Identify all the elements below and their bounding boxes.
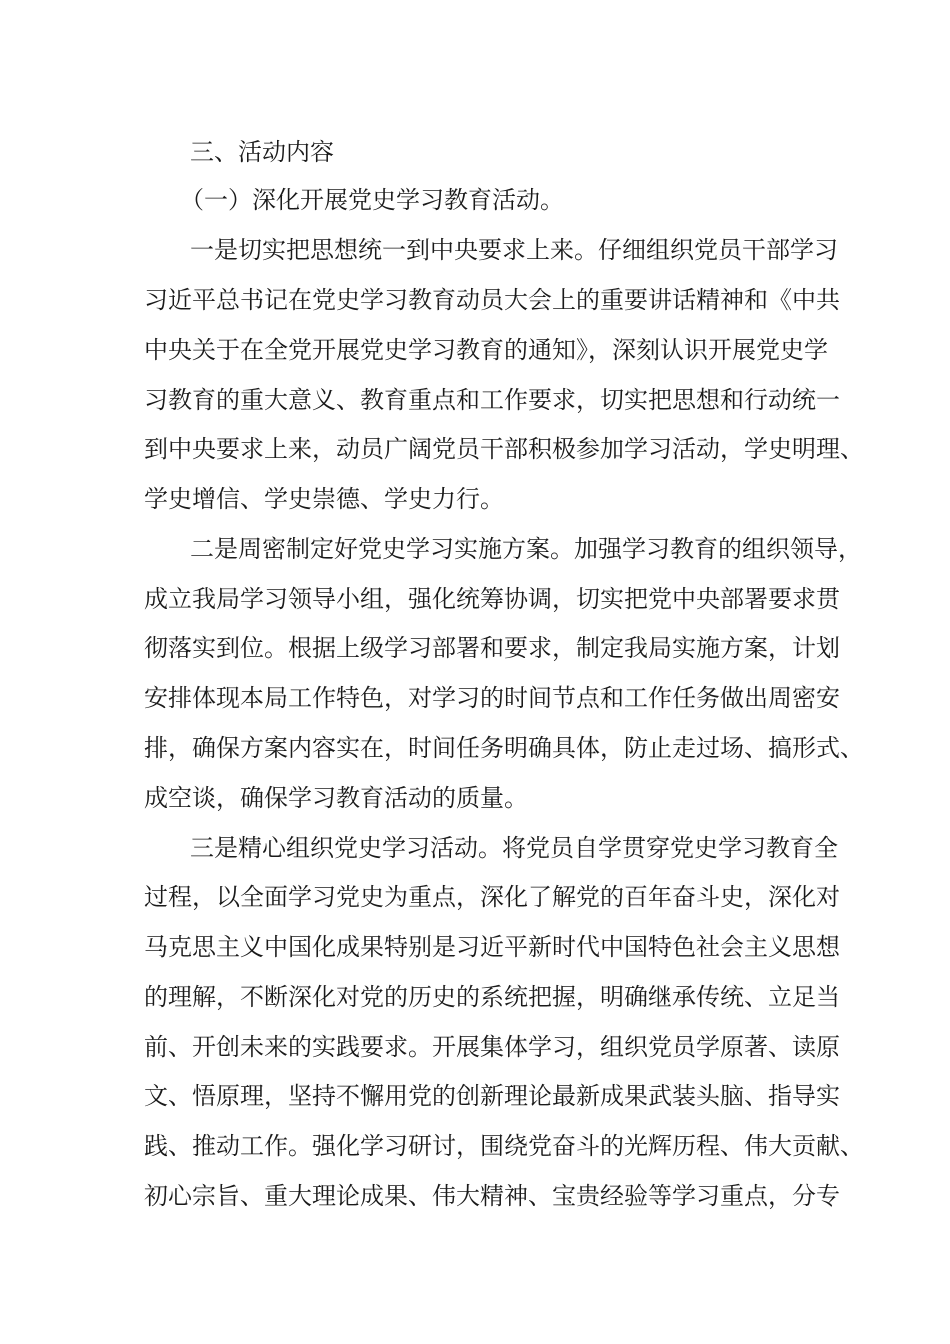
paragraph-line: 过程，以全面学习党史为重点，深化了解党的百年奋斗史，深化对 [144,883,840,911]
paragraph-line: 践、推动工作。强化学习研讨，围绕党奋斗的光辉历程、伟大贡献、 [144,1132,864,1160]
paragraph-line: 前、开创未来的实践要求。开展集体学习，组织党员学原著、读原 [144,1033,840,1061]
paragraph-line: 文、悟原理，坚持不懈用党的创新理论最新成果武装头脑、指导实 [144,1082,840,1110]
paragraph-line: 安排体现本局工作特色，对学习的时间节点和工作任务做出周密安 [144,684,840,712]
paragraph-line: 中央关于在全党开展党史学习教育的通知》，深刻认识开展党史学 [144,336,828,364]
paragraph-line: 的理解，不断深化对党的历史的系统把握，明确继承传统、立足当 [144,983,840,1011]
paragraph-line: 三是精心组织党史学习活动。将党员自学贯穿党史学习教育全 [190,834,838,862]
paragraph-line: 排，确保方案内容实在，时间任务明确具体，防止走过场、搞形式、 [144,734,864,762]
section-heading: 三、活动内容 [190,138,334,166]
paragraph-line: 成空谈，确保学习教育活动的质量。 [144,784,528,812]
paragraph-line: 到中央要求上来，动员广阔党员干部积极参加学习活动，学史明理、 [144,435,864,463]
paragraph-line: 习教育的重大意义、教育重点和工作要求，切实把思想和行动统一 [144,386,840,414]
paragraph-line: 初心宗旨、重大理论成果、伟大精神、宝贵经验等学习重点，分专 [144,1182,840,1210]
paragraph-line: 习近平总书记在党史学习教育动员大会上的重要讲话精神和《中共 [144,286,840,314]
paragraph-line: 马克思主义中国化成果特别是习近平新时代中国特色社会主义思想 [144,933,840,961]
paragraph-line: 学史增信、学史崇德、学史力行。 [144,485,504,513]
paragraph-line: 成立我局学习领导小组，强化统筹协调，切实把党中央部署要求贯 [144,585,840,613]
paragraph-line: 二是周密制定好党史学习实施方案。加强学习教育的组织领导， [190,535,862,563]
paragraph-line: 一是切实把思想统一到中央要求上来。仔细组织党员干部学习 [190,236,838,264]
subsection-heading: （一）深化开展党史学习教育活动。 [180,186,564,214]
paragraph-line: 彻落实到位。根据上级学习部署和要求，制定我局实施方案，计划 [144,634,840,662]
